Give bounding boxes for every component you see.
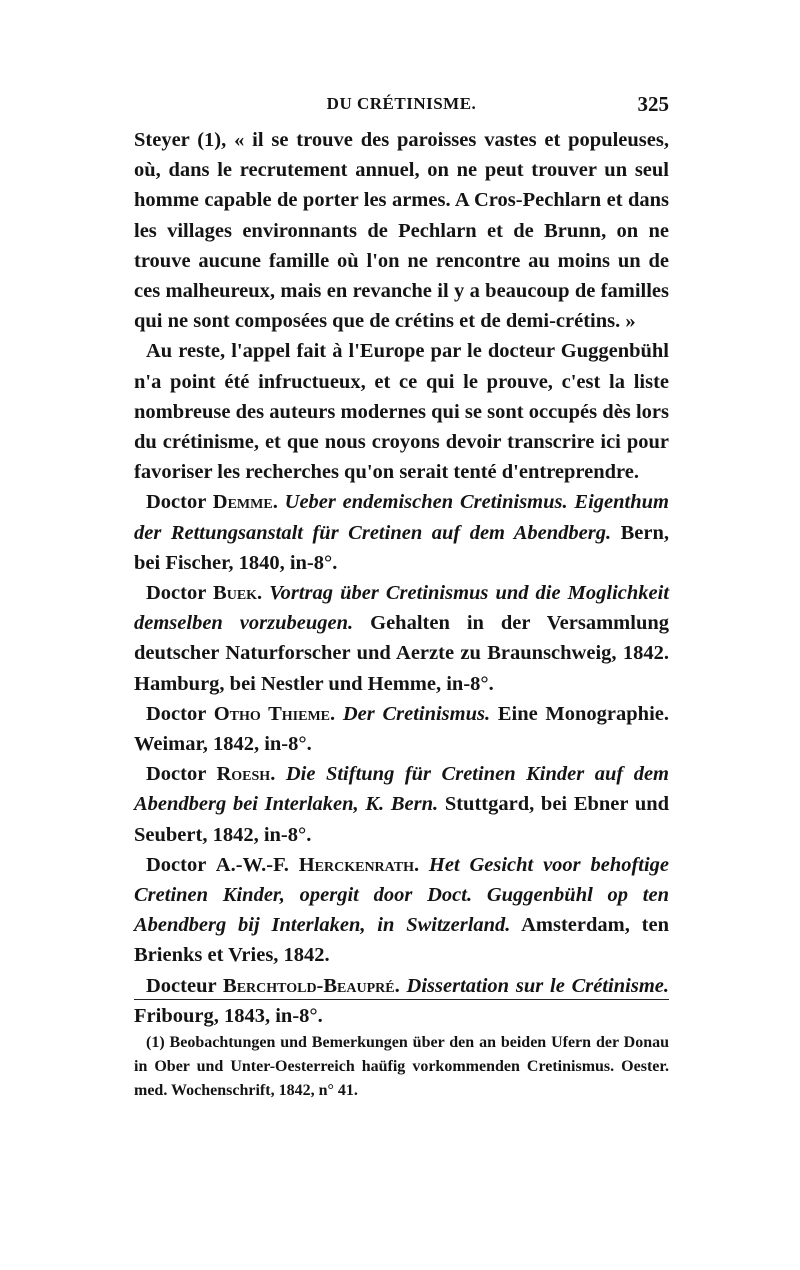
bib-title: Het Gesicht voor behoftige Cretinen Kinder, opergit door Doct. Guggenbühl op ten Abendberg bij Interlaken, in Switzerland. xyxy=(134,853,670,937)
bib-publication: Stuttgard, bei Ebner und Seubert, 1842, in-8°. xyxy=(134,793,670,846)
bib-prefix: Doctor xyxy=(146,702,206,725)
bib-publication: Eine Monographie. Weimar, 1842, in-8°. xyxy=(134,702,669,756)
bib-publication: Amsterdam, ten Brienks et Vries, 1842. xyxy=(134,914,669,967)
bib-prefix: Doctor xyxy=(146,853,206,876)
bib-author: Berchtold-Beaupré. xyxy=(223,974,400,997)
bib-author: Demme. xyxy=(212,491,278,514)
bibliography-entry-roesh xyxy=(134,759,669,850)
bibliography-entry-berchtold-beaupre xyxy=(134,971,669,1031)
bib-title: Der Cretinismus. xyxy=(342,702,491,725)
bibliography-entry-herckenrath xyxy=(134,850,669,971)
bib-author: A.-W.-F. Herckenrath. xyxy=(215,853,420,876)
bib-title: Ueber endemischen Cretinismus. Eigenthum der Rettungsanstalt für Cretinen auf dem Abendberg. xyxy=(134,491,669,544)
running-title: DU CRÉTINISME. xyxy=(326,94,477,113)
running-head xyxy=(134,92,669,118)
bibliography-entry-demme xyxy=(134,487,669,578)
bib-prefix: Doctor xyxy=(146,763,206,786)
body-text xyxy=(134,125,669,1031)
bib-prefix: Docteur xyxy=(146,974,217,997)
bib-publication: Gehalten in der Versammlung deutscher Naturforscher und Aerzte zu Braunschweig, 1842. Hamburg, bei Nestler und Hemme, in-8°. xyxy=(134,612,669,695)
bib-title: Dissertation sur le Crétinisme. xyxy=(406,974,669,997)
footnote-rule xyxy=(134,999,669,1000)
bib-title: Vortrag über Cretinismus und die Moglichkeit demselben vorzubeugen. xyxy=(134,582,670,635)
bib-prefix: Doctor xyxy=(146,491,206,514)
bib-author: Buek. xyxy=(213,582,263,605)
bibliography-entry-buek xyxy=(134,578,669,699)
bib-publication: Bern, bei Fischer, 1840, in-8°. xyxy=(134,521,669,574)
page-number: 325 xyxy=(637,92,669,116)
footnote: (1) Beobachtungen und Bemerkungen über den an beiden Ufern der Donau in Ober und Unter-Oesterreich haüfig vorkommenden Cretinismus. Oester. med. Wochenschrift, 1842, n° 41. xyxy=(134,1034,669,1099)
paragraph-continued-quote: Steyer (1), « il se trouve des paroisses vastes et populeuses, où, dans le recrutement annuel, on ne peut trouver un seul homme capable de porter les armes. A Cros-Pechlarn et dans les villages environnants de Pechlarn et de Brunn, on ne trouve aucune famille où l'on ne rencontre au moins un de ces malheureux, mais en revanche il y a beaucoup de familles qui ne sont composées que de crétins et de demi-crétins. » xyxy=(134,129,669,333)
bib-prefix: Doctor xyxy=(146,582,206,605)
bib-author: Roesh. xyxy=(216,763,276,786)
bib-author: Otho Thieme. xyxy=(213,702,336,725)
bib-publication: Fribourg, 1843, in-8°. xyxy=(134,1004,323,1027)
bib-title: Die Stiftung für Cretinen Kinder auf dem Abendberg bei Interlaken, K. Bern. xyxy=(134,763,669,816)
bibliography-entry-thieme xyxy=(134,699,669,759)
paragraph-author-list-intro: Au reste, l'appel fait à l'Europe par le docteur Guggenbühl n'a point été infructueux, et ce qui le prouve, c'est la liste nombreuse des auteurs modernes qui se sont occupés dès lors du crétinisme, et que nous croyons devoir transcrire ici pour favoriser les recherches qu'on serait tenté d'entreprendre. xyxy=(134,340,669,484)
